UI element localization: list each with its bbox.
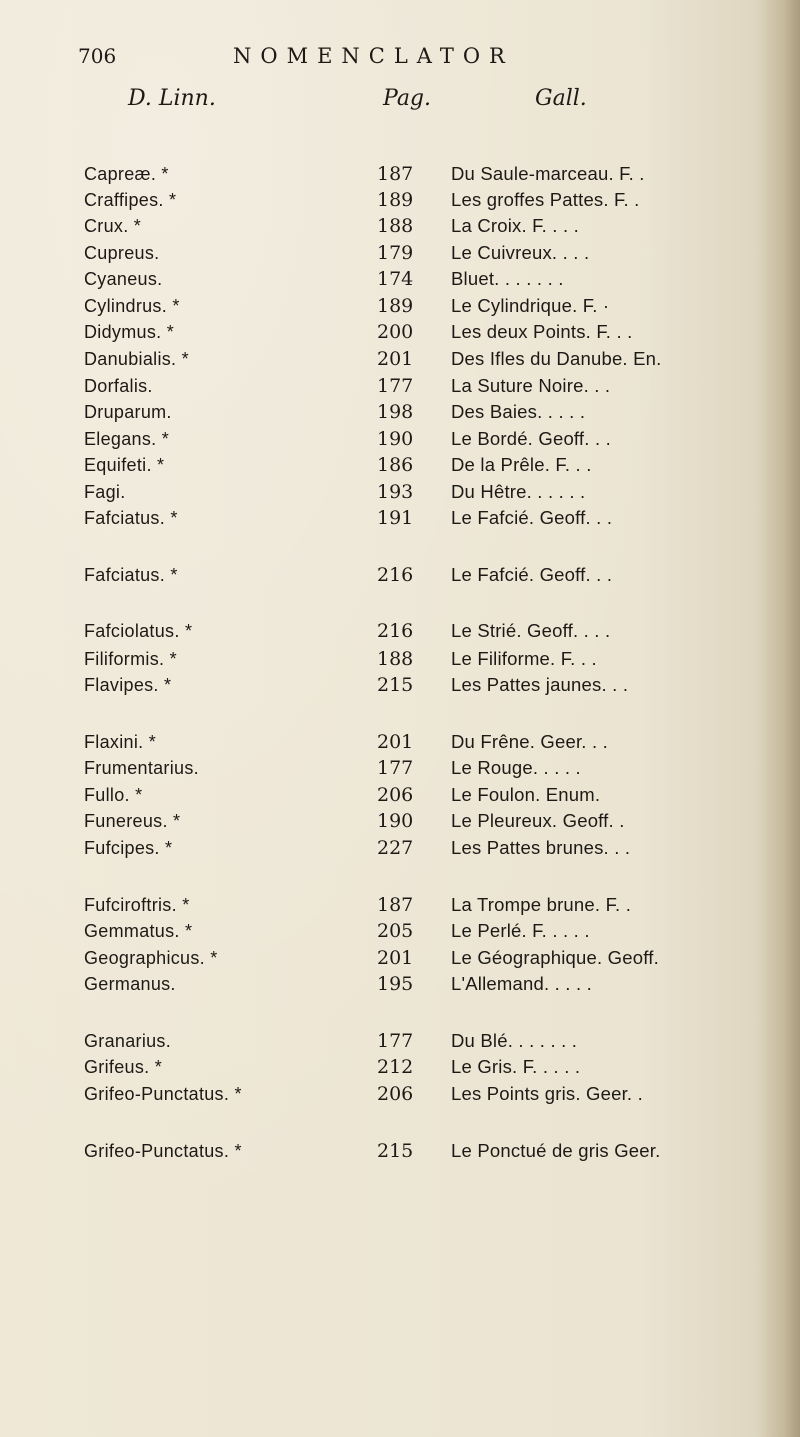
column-header-gallic: Gall. <box>535 86 587 111</box>
french-name: Des Ifles du Danube. En. <box>451 348 662 369</box>
list-item <box>0 239 800 267</box>
page-reference: 215 <box>377 1140 414 1162</box>
linnaean-name: Fafciatus. * <box>84 508 178 528</box>
linnaean-name: Flavipes. * <box>84 675 172 695</box>
linnaean-name: Capreæ. * <box>84 164 169 184</box>
list-item <box>0 645 800 673</box>
linnaean-name: Germanus. <box>84 974 176 994</box>
linnaean-name: Cylindrus. * <box>84 296 180 316</box>
page-reference: 201 <box>377 947 414 969</box>
page-reference: 177 <box>377 375 414 397</box>
list-item <box>0 318 800 346</box>
column-header-linnaeus: D. Linn. <box>128 86 216 111</box>
french-name: Des Baies. . . . . <box>451 401 586 422</box>
list-item <box>0 160 800 188</box>
page-reference: 187 <box>377 163 414 185</box>
page-reference: 198 <box>377 401 414 423</box>
french-name: Le Fafcié. Geoff. . . <box>451 507 613 528</box>
french-name: Le Gris. F. . . . . <box>451 1056 581 1077</box>
list-item <box>0 292 800 320</box>
list-item <box>0 212 800 240</box>
linnaean-name: Crux. * <box>84 216 142 236</box>
french-name: De la Prêle. F. . . <box>451 454 592 475</box>
list-item <box>0 561 800 589</box>
page-reference: 179 <box>377 242 414 264</box>
french-name: Le Géographique. Geoff. <box>451 947 659 968</box>
linnaean-name: Equifeti. * <box>84 455 165 475</box>
list-item <box>0 398 800 426</box>
page-reference: 191 <box>377 507 414 529</box>
french-name: Les groffes Pattes. F. . <box>451 189 640 210</box>
french-name: Du Blé. . . . . . . <box>451 1030 578 1051</box>
page-reference: 201 <box>377 348 414 370</box>
running-head <box>78 44 598 78</box>
page-reference: 200 <box>377 321 414 343</box>
french-name: Le Pleureux. Geoff. . <box>451 810 625 831</box>
linnaean-name: Danubialis. * <box>84 349 189 369</box>
french-name: Bluet. . . . . . . <box>451 268 564 289</box>
list-item <box>0 970 800 998</box>
page-reference: 189 <box>377 295 414 317</box>
page-reference: 227 <box>377 837 414 859</box>
linnaean-name: Frumentarius. <box>84 758 199 778</box>
french-name: La Suture Noire. . . <box>451 375 611 396</box>
french-name: Le Strié. Geoff. . . . <box>451 620 611 641</box>
linnaean-name: Geographicus. * <box>84 948 218 968</box>
list-item <box>0 807 800 835</box>
french-name: Le Cuivreux. . . . <box>451 242 590 263</box>
page-reference: 195 <box>377 973 414 995</box>
page-reference: 187 <box>377 894 414 916</box>
french-name: Le Ponctué de gris Geer. <box>451 1140 661 1161</box>
french-name: L'Allemand. . . . . <box>451 973 593 994</box>
french-name: Du Saule-marceau. F. . <box>451 163 645 184</box>
linnaean-name: Fafciatus. * <box>84 565 178 585</box>
linnaean-name: Gemmatus. * <box>84 921 193 941</box>
french-name: Du Frêne. Geer. . . <box>451 731 609 752</box>
french-name: Les Pattes jaunes. . . <box>451 674 629 695</box>
list-item <box>0 1137 800 1165</box>
list-item <box>0 372 800 400</box>
linnaean-name: Craffipes. * <box>84 190 177 210</box>
list-item <box>0 186 800 214</box>
list-item <box>0 1053 800 1081</box>
french-name: La Croix. F. . . . <box>451 215 579 236</box>
french-name: Du Hêtre. . . . . . <box>451 481 586 502</box>
page-reference: 188 <box>377 215 414 237</box>
linnaean-name: Fullo. * <box>84 785 143 805</box>
linnaean-name: Cyaneus. <box>84 269 163 289</box>
page-number: 706 <box>78 44 117 68</box>
linnaean-name: Fagi. <box>84 482 126 502</box>
french-name: La Trompe brune. F. . <box>451 894 632 915</box>
french-name: Le Foulon. Enum. <box>451 784 601 805</box>
linnaean-name: Grifeo-Punctatus. * <box>84 1084 242 1104</box>
page-reference: 201 <box>377 731 414 753</box>
french-name: Le Rouge. . . . . <box>451 757 581 778</box>
list-item <box>0 834 800 862</box>
french-name: Le Bordé. Geoff. . . <box>451 428 611 449</box>
list-item <box>0 754 800 782</box>
page-reference: 215 <box>377 674 414 696</box>
list-item <box>0 944 800 972</box>
french-name: Le Filiforme. F. . . <box>451 648 597 669</box>
list-item <box>0 451 800 479</box>
linnaean-name: Fafciolatus. * <box>84 621 193 641</box>
page-reference: 188 <box>377 648 414 670</box>
page-reference: 190 <box>377 428 414 450</box>
page-reference: 177 <box>377 1030 414 1052</box>
list-item <box>0 478 800 506</box>
linnaean-name: Granarius. <box>84 1031 172 1051</box>
page-reference: 205 <box>377 920 414 942</box>
list-item <box>0 425 800 453</box>
list-item <box>0 1027 800 1055</box>
linnaean-name: Druparum. <box>84 402 172 422</box>
page-reference: 189 <box>377 189 414 211</box>
column-header-page: Pag. <box>383 86 432 111</box>
page-reference: 174 <box>377 268 414 290</box>
list-item <box>0 504 800 532</box>
linnaean-name: Flaxini. * <box>84 732 157 752</box>
running-title: NOMENCLATOR <box>233 44 514 68</box>
linnaean-name: Didymus. * <box>84 322 175 342</box>
french-name: Les Points gris. Geer. . <box>451 1083 643 1104</box>
page-reference: 216 <box>377 564 414 586</box>
french-name: Le Perlé. F. . . . . <box>451 920 590 941</box>
linnaean-name: Grifeus. * <box>84 1057 163 1077</box>
list-item <box>0 728 800 756</box>
page-reference: 190 <box>377 810 414 832</box>
list-item <box>0 671 800 699</box>
list-item <box>0 345 800 373</box>
list-item <box>0 1080 800 1108</box>
linnaean-name: Fufcipes. * <box>84 838 173 858</box>
page-reference: 177 <box>377 757 414 779</box>
linnaean-name: Funereus. * <box>84 811 181 831</box>
list-item <box>0 781 800 809</box>
list-item <box>0 891 800 919</box>
list-item <box>0 617 800 645</box>
page-reference: 193 <box>377 481 414 503</box>
page-reference: 206 <box>377 1083 414 1105</box>
page-reference: 186 <box>377 454 414 476</box>
page-reference: 206 <box>377 784 414 806</box>
french-name: Les Pattes brunes. . . <box>451 837 631 858</box>
column-headers <box>0 86 800 116</box>
page-reference: 216 <box>377 620 414 642</box>
page-reference: 212 <box>377 1056 414 1078</box>
list-item <box>0 917 800 945</box>
french-name: Le Fafcié. Geoff. . . <box>451 564 613 585</box>
linnaean-name: Elegans. * <box>84 429 170 449</box>
french-name: Le Cylindrique. F. · <box>451 295 610 316</box>
linnaean-name: Filiformis. * <box>84 649 177 669</box>
french-name: Les deux Points. F. . . <box>451 321 633 342</box>
linnaean-name: Grifeo-Punctatus. * <box>84 1141 242 1161</box>
linnaean-name: Dorfalis. <box>84 376 153 396</box>
linnaean-name: Cupreus. <box>84 243 160 263</box>
linnaean-name: Fufciroftris. * <box>84 895 190 915</box>
list-item <box>0 265 800 293</box>
